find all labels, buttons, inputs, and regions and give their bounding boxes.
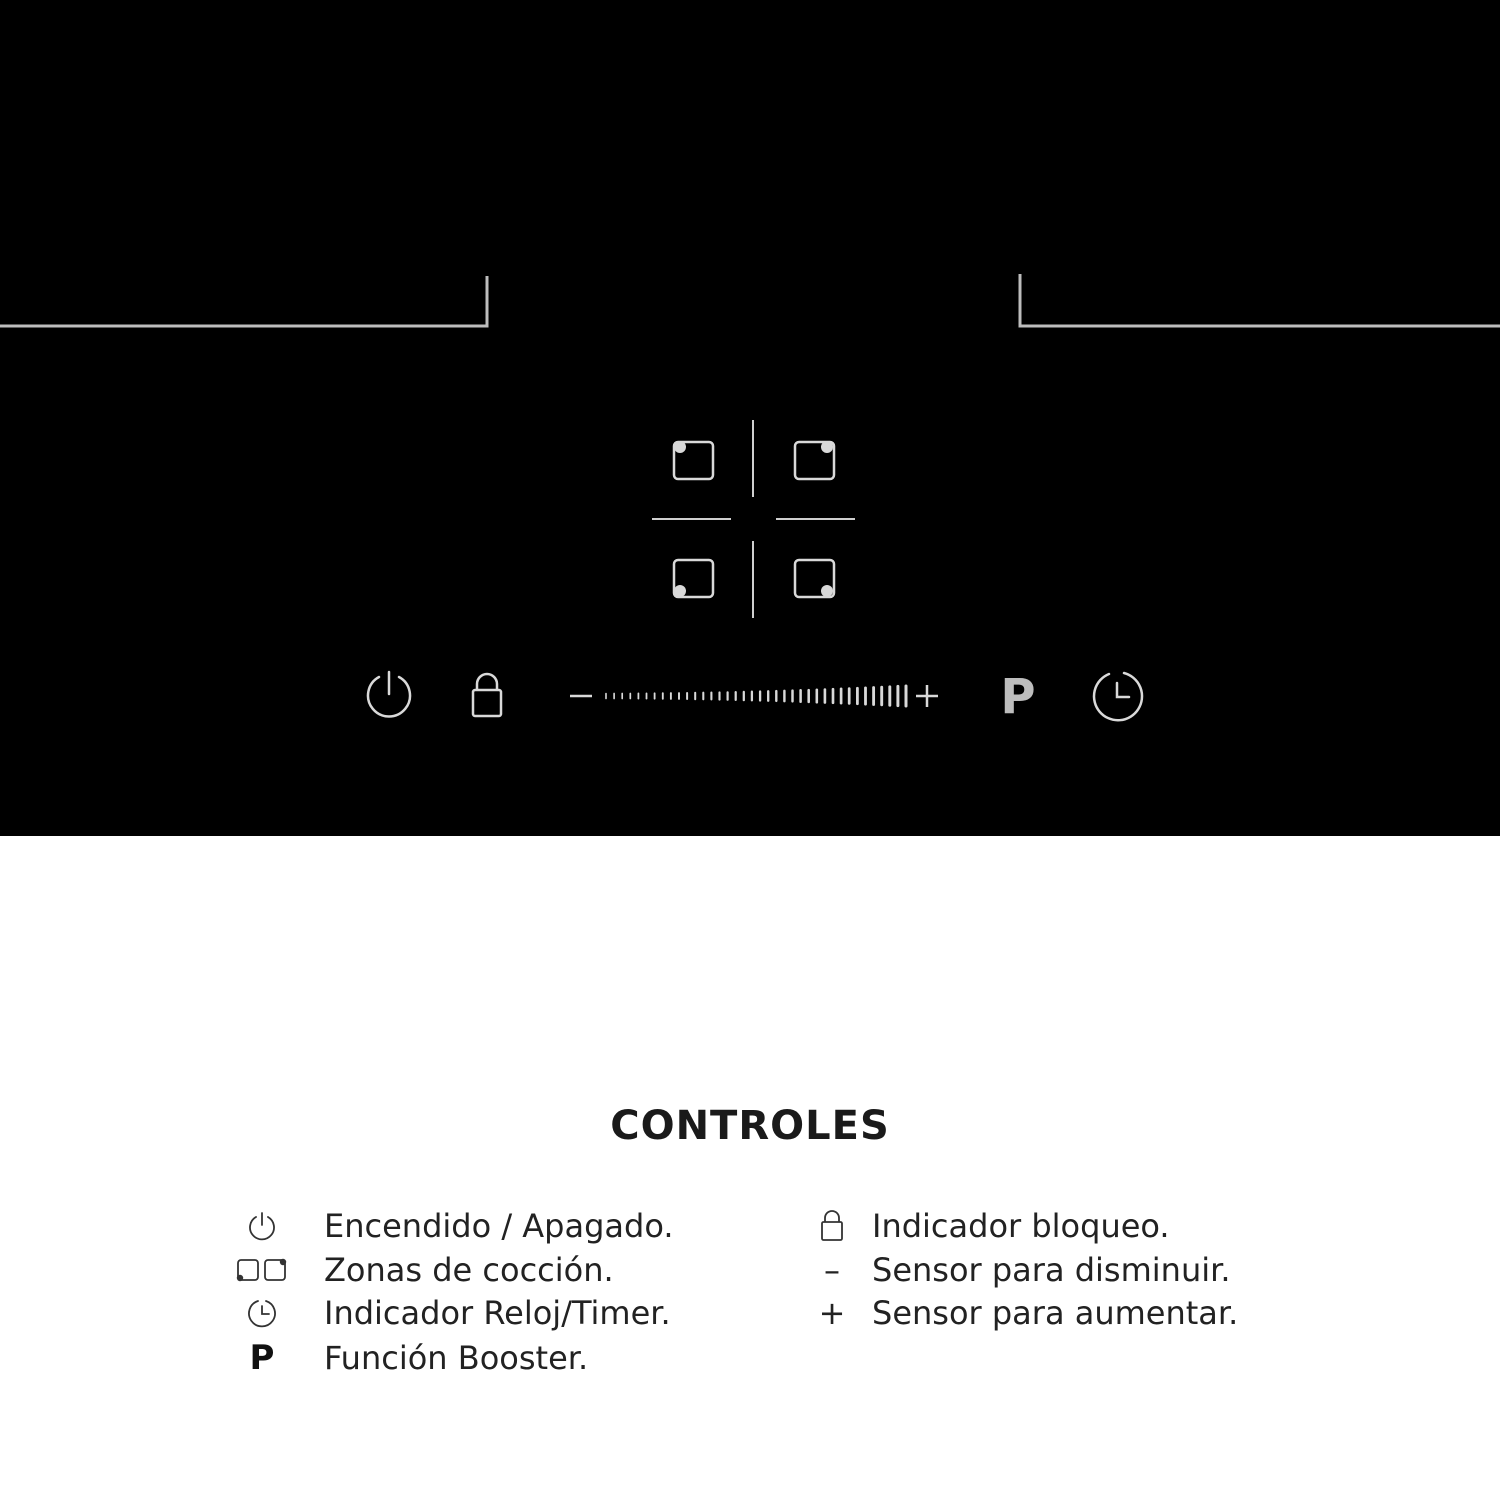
- minus-glyph: –: [824, 1251, 840, 1289]
- legend-label-lock: Indicador bloqueo.: [872, 1207, 1170, 1245]
- minus-icon: [797, 1248, 867, 1292]
- zone-dot-icon: [674, 585, 686, 597]
- legend-label-booster: Función Booster.: [324, 1339, 589, 1377]
- power-icon: [244, 1208, 280, 1244]
- lock-icon: [817, 1208, 847, 1244]
- booster-p-icon: P: [1000, 669, 1036, 725]
- cooking-zones-icon: [234, 1255, 290, 1285]
- plus-icon: [797, 1291, 867, 1335]
- booster-button[interactable]: [1000, 669, 1035, 725]
- cooking-zones-icon: [227, 1248, 297, 1292]
- legend-label-zones: Zonas de cocción.: [324, 1251, 614, 1289]
- legend-label-power: Encendido / Apagado.: [324, 1207, 674, 1245]
- legend-label-timer: Indicador Reloj/Timer.: [324, 1294, 671, 1332]
- zone-dot-icon: [821, 585, 833, 597]
- power-icon: [227, 1204, 297, 1248]
- plus-glyph: +: [818, 1294, 846, 1332]
- legend-label-minus: Sensor para disminuir.: [872, 1251, 1231, 1289]
- booster-p-icon: [227, 1336, 297, 1380]
- legend-label-plus: Sensor para aumentar.: [872, 1294, 1239, 1332]
- zone-dot-icon: [674, 441, 686, 453]
- zone-dot-icon: [821, 441, 833, 453]
- timer-icon: [227, 1291, 297, 1335]
- legend-title: CONTROLES: [610, 1103, 890, 1149]
- timer-icon: [244, 1295, 280, 1331]
- lock-icon: [797, 1204, 867, 1248]
- booster-p-glyph: P: [249, 1338, 275, 1378]
